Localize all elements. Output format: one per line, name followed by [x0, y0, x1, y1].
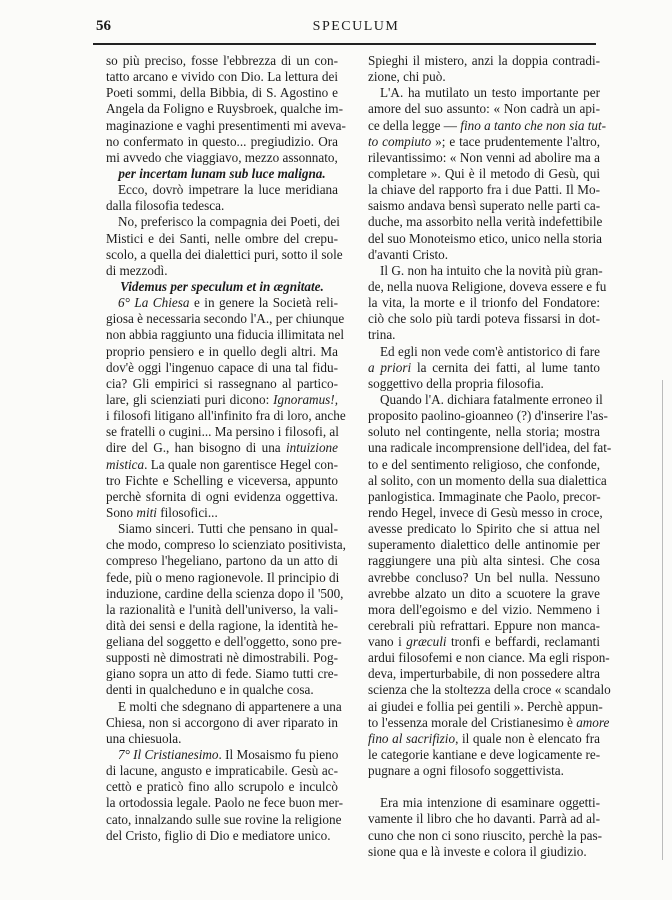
italic-motto	[106, 279, 338, 295]
italic-text: to compiuto	[368, 133, 432, 149]
text-line: ardui filosofemi e non ciance. Ma egli rispon-	[368, 650, 610, 666]
text-line: d'avanti Cristo.	[368, 246, 449, 262]
text-line: No, preferisco la compagnia dei Poeti, dei	[118, 214, 340, 230]
text-line: la chiave del rapporto fra i due Patti. Il Mo-	[368, 182, 600, 198]
text-line: scienza che la stoltezza della croce « scandalo	[368, 682, 611, 698]
italic-text: fino al sacrifizio	[368, 730, 456, 746]
italic-text: græculi	[406, 634, 447, 650]
text-line: mistica. La quale non garentisce Hegel con-	[106, 456, 338, 472]
text-line: la razionalità e l'unità dell'universo, la vali-	[106, 601, 338, 617]
text-line: perchè sfornita di ogni evidenza oggettiva.	[106, 488, 338, 504]
text-line: di lacune, angusto e impraticabile. Gesù ac-	[106, 763, 338, 779]
text-line: rendo Hegel, invece di Gesù messo in croce,	[368, 504, 603, 520]
italic-text: 7° Il Cristianesimo	[118, 747, 219, 763]
text-line: Sono miti filosofici...	[106, 504, 218, 520]
paragraph	[368, 53, 600, 85]
paragraph	[106, 698, 342, 747]
paragraph	[368, 262, 607, 344]
text-line: giosa è necessaria secondo l'A., per chiunque	[106, 311, 345, 327]
text-line: lare, gli scienziati puri dicono: Ignoramus!,	[106, 391, 338, 407]
italic-text: Ignoramus!,	[273, 391, 338, 407]
paragraph	[368, 391, 612, 779]
text-line: amore del suo assunto: « Non cadrà un api-	[368, 101, 600, 117]
italic-text: a priori	[368, 359, 412, 375]
text-line: 7° Il Cristianesimo. Il Mosaismo fu pieno	[118, 747, 339, 763]
paragraph	[106, 295, 346, 521]
text-line: geliana del soggetto e dell'oggetto, sono pre-	[106, 634, 342, 650]
text-line: mora dell'egoismo e del vizio. Nemmeno i	[368, 601, 600, 617]
text-line: to l'essenza morale del Cristianesimo è amore	[368, 714, 610, 730]
text-line: ce della legge — fino a tanto che non sia tut-	[368, 117, 607, 133]
text-line: Quando l'A. dichiara fatalmente erroneo il	[380, 391, 603, 407]
text-line: Poeti sommi, della Bibbia, di S. Agostino e	[106, 85, 338, 101]
running-title: SPECULUM	[312, 19, 400, 34]
text-line: una chiesuola.	[106, 730, 182, 746]
text-line: raggiungere una più alta sintesi. Che cosa	[368, 553, 600, 569]
text-line: non abbia raggiunto una fiducia illimitata nel	[106, 327, 345, 343]
text-line: del Cristo, figlio di Dio e mediatore unico.	[106, 827, 331, 843]
text-line: le categorie kantiane e deve logicamente re-	[368, 747, 601, 763]
text-line: rilevantissimo: « Non venni ad abolire ma a	[368, 149, 600, 165]
text-line: deva, imperturbabile, di non possedere altra	[368, 666, 600, 682]
text-line: fino al sacrifizio, il quale non è elencato fra	[368, 730, 600, 746]
text-line: Chiesa, non si accorgono di aver riparato in	[106, 714, 338, 730]
text-line: ai giudei e follia pei gentili ». Perchè appun-	[368, 698, 603, 714]
text-line: del suo Monoteismo etico, unico nella storia	[368, 230, 603, 246]
text-line: cato, innalzando sulle sue rovine la religione	[106, 811, 342, 827]
text-line: soluto nel contingente, nella storia; mostra	[368, 424, 600, 440]
text-line: Spieghi il mistero, anzi la doppia contradi-	[368, 53, 600, 68]
text-line: dire del G., han bisogno di una intuizione	[106, 440, 338, 456]
text-line: no confermato in questo... pregiudizio. Ora	[106, 133, 338, 149]
paragraph	[106, 521, 346, 699]
text-line: L'A. ha mutilato un testo importante per	[380, 85, 600, 101]
italic-motto	[106, 166, 338, 182]
text-line: dità dei sensi e della ragione, la identità he-	[106, 617, 338, 633]
text-line: la ortodossia legale. Paolo ne fece buon mer-	[106, 795, 344, 811]
left-column	[106, 53, 346, 844]
text-line: dov'è oggi l'ingenuo capace di una tal fidu-	[106, 359, 338, 375]
text-line: soggettivo della propria filosofia.	[368, 375, 544, 391]
text-line: duche, ma assorbito nella verità indefettibile	[368, 214, 603, 230]
text-line: a priori la cernita dei fatti, al lume tanto	[368, 359, 600, 375]
text-line: de, nella nuova Religione, doveva essere e fu	[368, 278, 607, 294]
italic-text: intuizione	[285, 440, 338, 456]
text-line: avrebbe concluso? Un bel nulla. Nessuno	[368, 569, 600, 585]
section-gap	[368, 779, 600, 795]
text-line: Angela da Foligno e Ruysbroek, qualche im-	[106, 101, 343, 117]
text-line: Videmus per speculum et in ægnitate.	[120, 278, 324, 294]
text-line: pugnare a ogni filosofo soggettivista.	[368, 763, 564, 779]
text-line: so più preciso, fosse l'ebbrezza di un con-	[106, 53, 338, 68]
text-line: fede, più o meno ragionevole. Il principio di	[106, 569, 340, 585]
text-line: maginazione e vaghi presentimenti mi aveva-	[106, 117, 346, 133]
text-line: cettò e praticò fino allo scrupolo e inculcò	[106, 779, 338, 795]
paragraph	[368, 795, 603, 860]
text-line: panlogistica. Immaginate che Paolo, precor-	[368, 488, 601, 504]
text-line: 6° La Chiesa e in genere la Società reli-	[118, 295, 338, 311]
text-line: to e del sentimento religioso, che confonde,	[368, 456, 600, 472]
text-line: cia? Gli empirici si rassegnano al partico-	[106, 375, 338, 391]
text-line: Ed egli non vede com'è antistorico di fare	[380, 343, 600, 359]
text-line: cuno che non ci sono riuscito, perchè la pas-	[368, 827, 603, 843]
text-line: compreso l'hegeliano, partono da un atto di	[106, 553, 338, 569]
paragraph	[106, 182, 338, 214]
text-line: saismo andava bensì superato nelle parti ca-	[368, 198, 601, 214]
text-line: una radicale incomprensione dell'idea, del fat-	[368, 440, 612, 456]
text-line: vano i græculi tronfi e beffardi, reclamanti	[368, 634, 600, 650]
text-line: sione qua e là investe e colora il giudizio.	[368, 843, 587, 859]
paragraph	[106, 747, 344, 844]
text-line: mi avvedo che viaggiavo, mezzo assonnato,	[106, 149, 338, 165]
text-line: zione, chi può.	[368, 69, 446, 85]
italic-text: mistica	[106, 456, 145, 472]
text-line: avesse predicato lo Spirito che si attua nel	[368, 521, 600, 537]
text-line: per incertam lunam sub luce maligna.	[118, 165, 326, 181]
text-line: Ecco, dovrò impetrare la luce meridiana	[118, 182, 338, 198]
text-line: al solito, con un momento della sua dialettica	[368, 472, 607, 488]
text-line: tatto arcano e vivido con Dio. La lettura dei	[106, 69, 338, 85]
scan-edge-shadow	[662, 380, 663, 860]
text-line: trina.	[368, 327, 396, 343]
paragraph	[368, 344, 600, 392]
text-line: E molti che sdegnano di appartenere a una	[118, 698, 342, 714]
italic-text: 6° La Chiesa	[118, 295, 190, 311]
paragraph	[106, 214, 343, 279]
text-line: Siamo sinceri. Tutti che pensano in qual-	[118, 521, 338, 537]
text-line: supposti nè dimostrati nè dimostrabili. Pog-	[106, 650, 338, 666]
italic-text: amore	[576, 714, 610, 730]
text-line: vamente il libro che ho davanti. Parrà ad al-	[368, 811, 600, 827]
text-line: superamento dialettico delle antinomie per	[368, 537, 600, 553]
text-line: tro Fichte e Schelling e viceversa, appunto	[106, 472, 338, 488]
text-line: denti in qualcheduno e in qualche cosa.	[106, 682, 314, 698]
text-line: Era mia intenzione di esaminare oggetti-	[380, 795, 600, 811]
text-line: induzione, cardine della scienza dopo il '500,	[106, 585, 344, 601]
italic-text: miti	[136, 504, 157, 520]
page-number: 56	[96, 18, 111, 34]
text-line: proprio pensiero e in quello degli altri. Ma	[106, 343, 338, 359]
text-line: avrebbe alzato un dito a scuotere la grave	[368, 585, 600, 601]
text-line: to compiuto »; e tace prudentemente l'altro,	[368, 133, 600, 149]
text-line: la vita, la morte e il trionfo del Fondatore:	[368, 295, 600, 311]
text-line: giano sopra un atto di fede. Siamo tutti cre-	[106, 666, 338, 682]
text-line: di mezzodì.	[106, 262, 168, 278]
text-line: ciò che solo più tardi poteva fissarsi in dot-	[368, 311, 600, 327]
text-line: dalla filosofia tedesca.	[106, 198, 225, 214]
text-line: Il G. non ha intuito che la novità più gran-	[380, 262, 603, 278]
text-line: proposito paolino-gioanneo (?) d'inserire l'as-	[368, 408, 608, 424]
text-line: scolo, a quella dei dialettici puri, sotto il sole	[106, 246, 343, 262]
text-line: i filosofi litigano all'infinito fra di loro, anche	[106, 408, 346, 424]
italic-text: fino a tanto che non sia tut-	[460, 117, 607, 133]
paragraph	[368, 85, 607, 263]
text-line: che modo, compreso lo scienziato positivista,	[106, 537, 346, 553]
text-line: cerebrali più refrattari. Eppure non manca-	[368, 617, 600, 633]
right-column	[368, 53, 612, 860]
text-line: Mistici e dei Santi, nelle ombre del crepu-	[106, 230, 338, 246]
header-rule	[93, 43, 596, 45]
text-line: completare ». Qui è il metodo di Gesù, qui	[368, 165, 600, 181]
paragraph	[106, 53, 346, 166]
text-line: se fratelli o cugini... Ma persino i filosofi, al	[106, 424, 339, 440]
